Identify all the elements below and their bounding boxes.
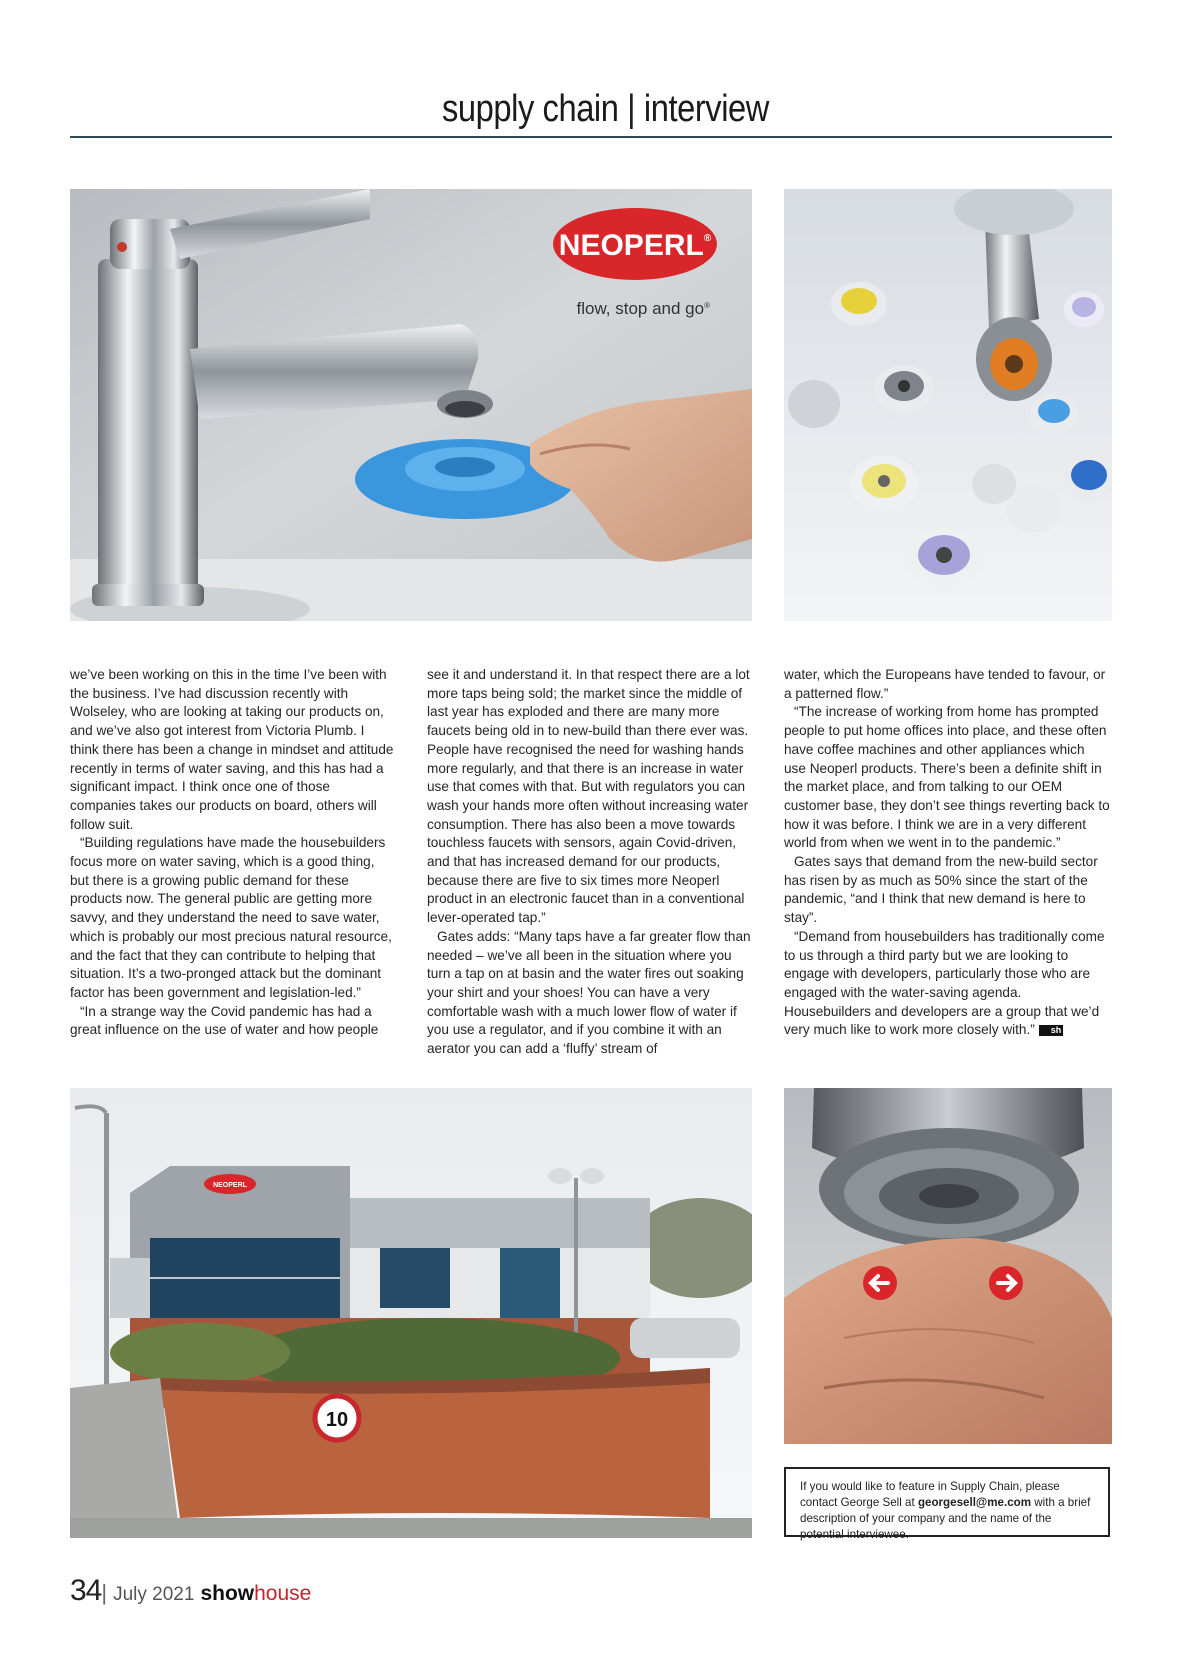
- neoperl-tagline: flow, stop and go®: [576, 299, 710, 318]
- aerator-photo-svg: [784, 189, 1112, 621]
- paragraph: “The increase of working from home has prompted people to put home offices into place, and these often have coffee machines and other appliances which use Neoperl products. There’s been a definite shift in the market place, and from talking to our OEM customer base, they don’t see things reverting back to how it was before. I think we are in a very different world from when we went in to the pandemic.”: [784, 704, 1110, 851]
- photo-aerator-inserts: [784, 189, 1112, 621]
- paragraph: Gates adds: “Many taps have a far greater flow than needed – we’ve all been in the situation where you turn a tap on at basin and the water fires out soaking your shirt and your shoes! You can have a very comfortable wash with a much lower flow of water if you use a regulator, and if you combine it with an aerator you can add a ‘fluffy’ stream of: [427, 928, 751, 1057]
- paragraph: “Building regulations have made the housebuilders focus more on water saving, which is a good thing, but there is a growing public demand for these products now. The general public are getting more savvy, and they understand the need to save water, which is probably our most precious natural resource, and the fact that they can contribute to helping that situation. It’s a two-pronged attack but the dominant factor has been government and legislation-led.”: [70, 835, 392, 1000]
- page-header: [70, 80, 1112, 138]
- page-number: 34: [70, 1574, 102, 1607]
- paragraph: see it and understand it. In that respect there are a lot more taps being sold; the market since the middle of last year has exploded and there are many more faucets being old in to new-build than there ever was. People have recognised the need for washing hands more regularly, and that there is an increase in water use that comes with that. But with regulators you can wash your hands more often without increasing water consumption. There has also been a move towards touchless faucets with sensors, again Covid-driven, and that has increased demand for our products, because there are five to six times more Neoperl product in an electronic faucet than in a conventional lever-operated tap.”: [427, 667, 750, 926]
- end-mark: sh: [1039, 1025, 1064, 1036]
- callout-text: with a brief description of your company and the name of the potential interviewee.: [800, 1496, 1091, 1541]
- photo-tap-neoperl: [70, 189, 752, 621]
- speed-sign-text: 10: [325, 1409, 349, 1431]
- footer-separator: |: [101, 1580, 108, 1605]
- building-photo-svg: [70, 1088, 752, 1538]
- section-title: [442, 88, 769, 131]
- contact-callout: [784, 1467, 1110, 1541]
- article-column-3: [784, 666, 1110, 1040]
- page-footer: [70, 1574, 311, 1610]
- neoperl-logo-text: NEOPERL®: [558, 229, 712, 262]
- finger-photo-svg: [784, 1088, 1112, 1444]
- brand-show: show: [200, 1582, 255, 1605]
- paragraph: we’ve been working on this in the time I’ve been with the business. I’ve had discussion recently with Wolseley, who are looking at taking our products on, and we’ve also got interest from Victoria Plumb. I think there has been a change in mindset and attitude recently in terms of water saving, and this has had a significant impact. I think once one of those companies takes our products on board, others will follow suit.: [70, 667, 394, 832]
- header-separator: |: [627, 88, 636, 130]
- photo-finger-aerator: [784, 1088, 1112, 1444]
- issue-date: July 2021: [113, 1584, 195, 1605]
- topic-label: interview: [643, 88, 769, 130]
- callout-text: If you would like to feature in Supply Chain, please contact George Sell at: [800, 1480, 1060, 1509]
- section-label: supply chain: [442, 88, 619, 130]
- paragraph-text: “Demand from housebuilders has traditionally come to us through a third party but we are looking to engage with developers, particularly those who are engaged with the water-saving agenda. Housebuilders and developers are a group that we’d very much like to work more closely with.”: [784, 928, 1105, 1038]
- paragraph: “In a strange way the Covid pandemic has had a great influence on the use of water and how people: [70, 1003, 379, 1038]
- brand-house: house: [254, 1582, 312, 1605]
- paragraph: water, which the Europeans have tended to favour, or a patterned flow.”: [784, 667, 1106, 701]
- article-column-1: [70, 666, 396, 1040]
- photo-neoperl-building: [70, 1088, 752, 1538]
- paragraph: Gates says that demand from the new-build sector has risen by as much as 50% since the start of the pandemic, “and I think that new demand is here to stay”.: [784, 854, 1098, 926]
- tap-photo-svg: [70, 189, 752, 621]
- contact-email[interactable]: georgesell@me.com: [917, 1496, 1032, 1509]
- building-logo-text: NEOPERL: [213, 1182, 247, 1189]
- paragraph-last: [784, 928, 1110, 1040]
- article-column-2: [427, 666, 753, 1059]
